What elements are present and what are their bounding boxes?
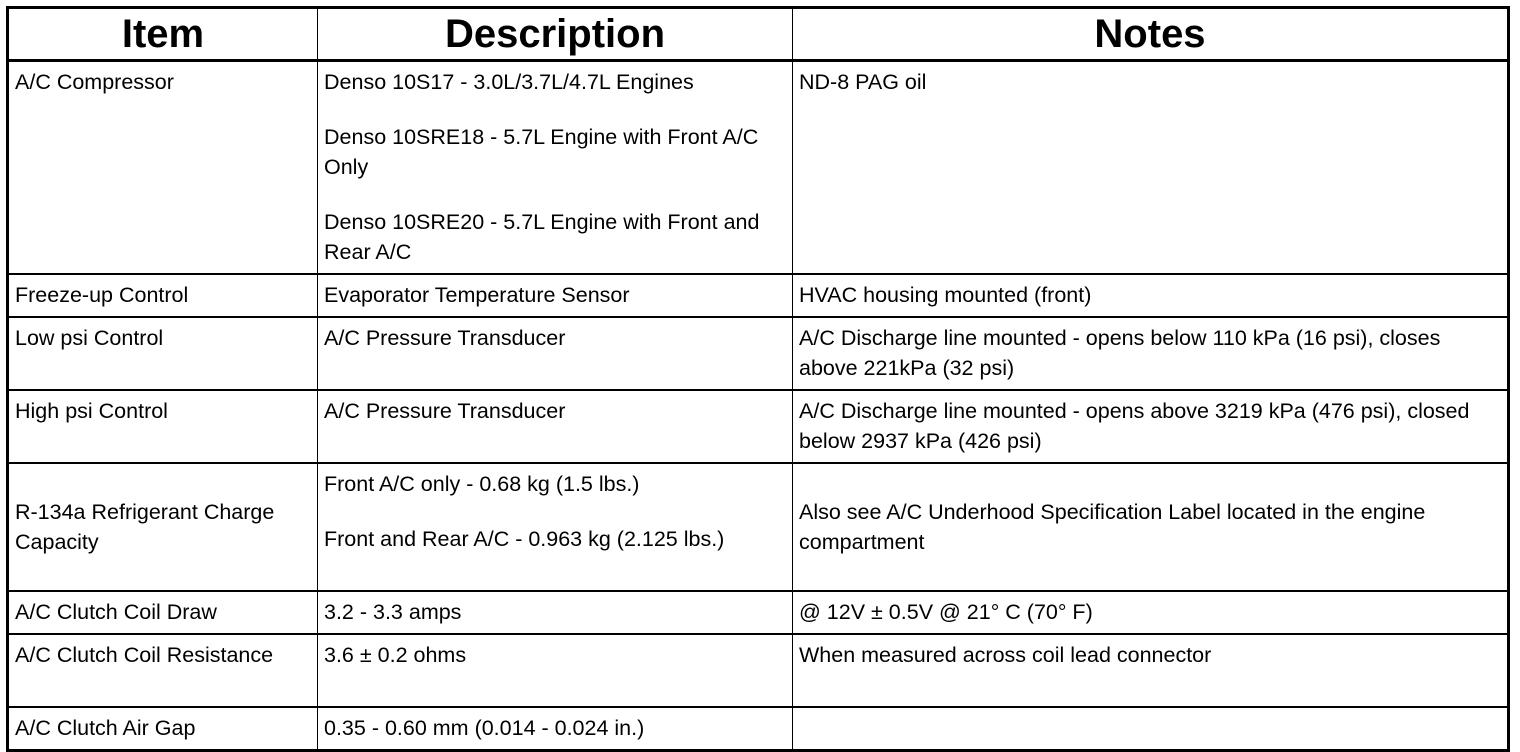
table-row [8,317,1509,390]
description-line: Evaporator Temperature Sensor [324,283,630,307]
item-cell: A/C Clutch Coil Draw [8,591,318,634]
notes-cell [793,707,1509,751]
item-cell: A/C Clutch Air Gap [8,707,318,751]
description-cell [318,463,793,591]
notes-cell: When measured across coil lead connector [793,634,1509,707]
column-header-description: Description [318,8,793,61]
table-row [8,707,1509,751]
description-cell [318,707,793,751]
table-row [8,274,1509,317]
header-row [8,8,1509,61]
notes-cell: HVAC housing mounted (front) [793,274,1509,317]
ac-specification-table [6,6,1510,752]
notes-cell: @ 12V ± 0.5V @ 21° C (70° F) [793,591,1509,634]
item-cell: A/C Clutch Coil Resistance [8,634,318,707]
table-row [8,390,1509,463]
description-cell [318,634,793,707]
description-line: 3.2 - 3.3 amps [324,600,462,624]
item-cell: Freeze-up Control [8,274,318,317]
table-row [8,591,1509,634]
item-cell: Low psi Control [8,317,318,390]
description-line: A/C Pressure Transducer [324,326,566,350]
description-line: 0.35 - 0.60 mm (0.014 - 0.024 in.) [324,716,645,740]
table-row [8,463,1509,591]
description-line: Front and Rear A/C - 0.963 kg (2.125 lbs.) [324,527,725,551]
notes-cell: A/C Discharge line mounted - opens below 110 kPa (16 psi), closes above 221kPa (32 psi) [793,317,1509,390]
item-cell: A/C Compressor [8,61,318,275]
description-cell [318,274,793,317]
description-cell [318,61,793,275]
description-line: Denso 10SRE20 - 5.7L Engine with Front and Rear A/C [324,210,760,264]
description-line: A/C Pressure Transducer [324,399,566,423]
column-header-notes: Notes [793,8,1509,61]
description-line: Denso 10SRE18 - 5.7L Engine with Front A/C Only [324,125,759,179]
notes-cell: Also see A/C Underhood Specification Label located in the engine compartment [793,463,1509,591]
description-line: Front A/C only - 0.68 kg (1.5 lbs.) [324,472,640,496]
description-cell [318,317,793,390]
item-cell: R-134a Refrigerant Charge Capacity [8,463,318,591]
description-cell [318,390,793,463]
description-cell [318,591,793,634]
description-line: Denso 10S17 - 3.0L/3.7L/4.7L Engines [324,70,694,94]
column-header-item: Item [8,8,318,61]
notes-cell: A/C Discharge line mounted - opens above 3219 kPa (476 psi), closed below 2937 kPa (426 psi) [793,390,1509,463]
table-row [8,634,1509,707]
description-line: 3.6 ± 0.2 ohms [324,643,467,667]
notes-cell: ND-8 PAG oil [793,61,1509,275]
table-row [8,61,1509,275]
item-cell: High psi Control [8,390,318,463]
